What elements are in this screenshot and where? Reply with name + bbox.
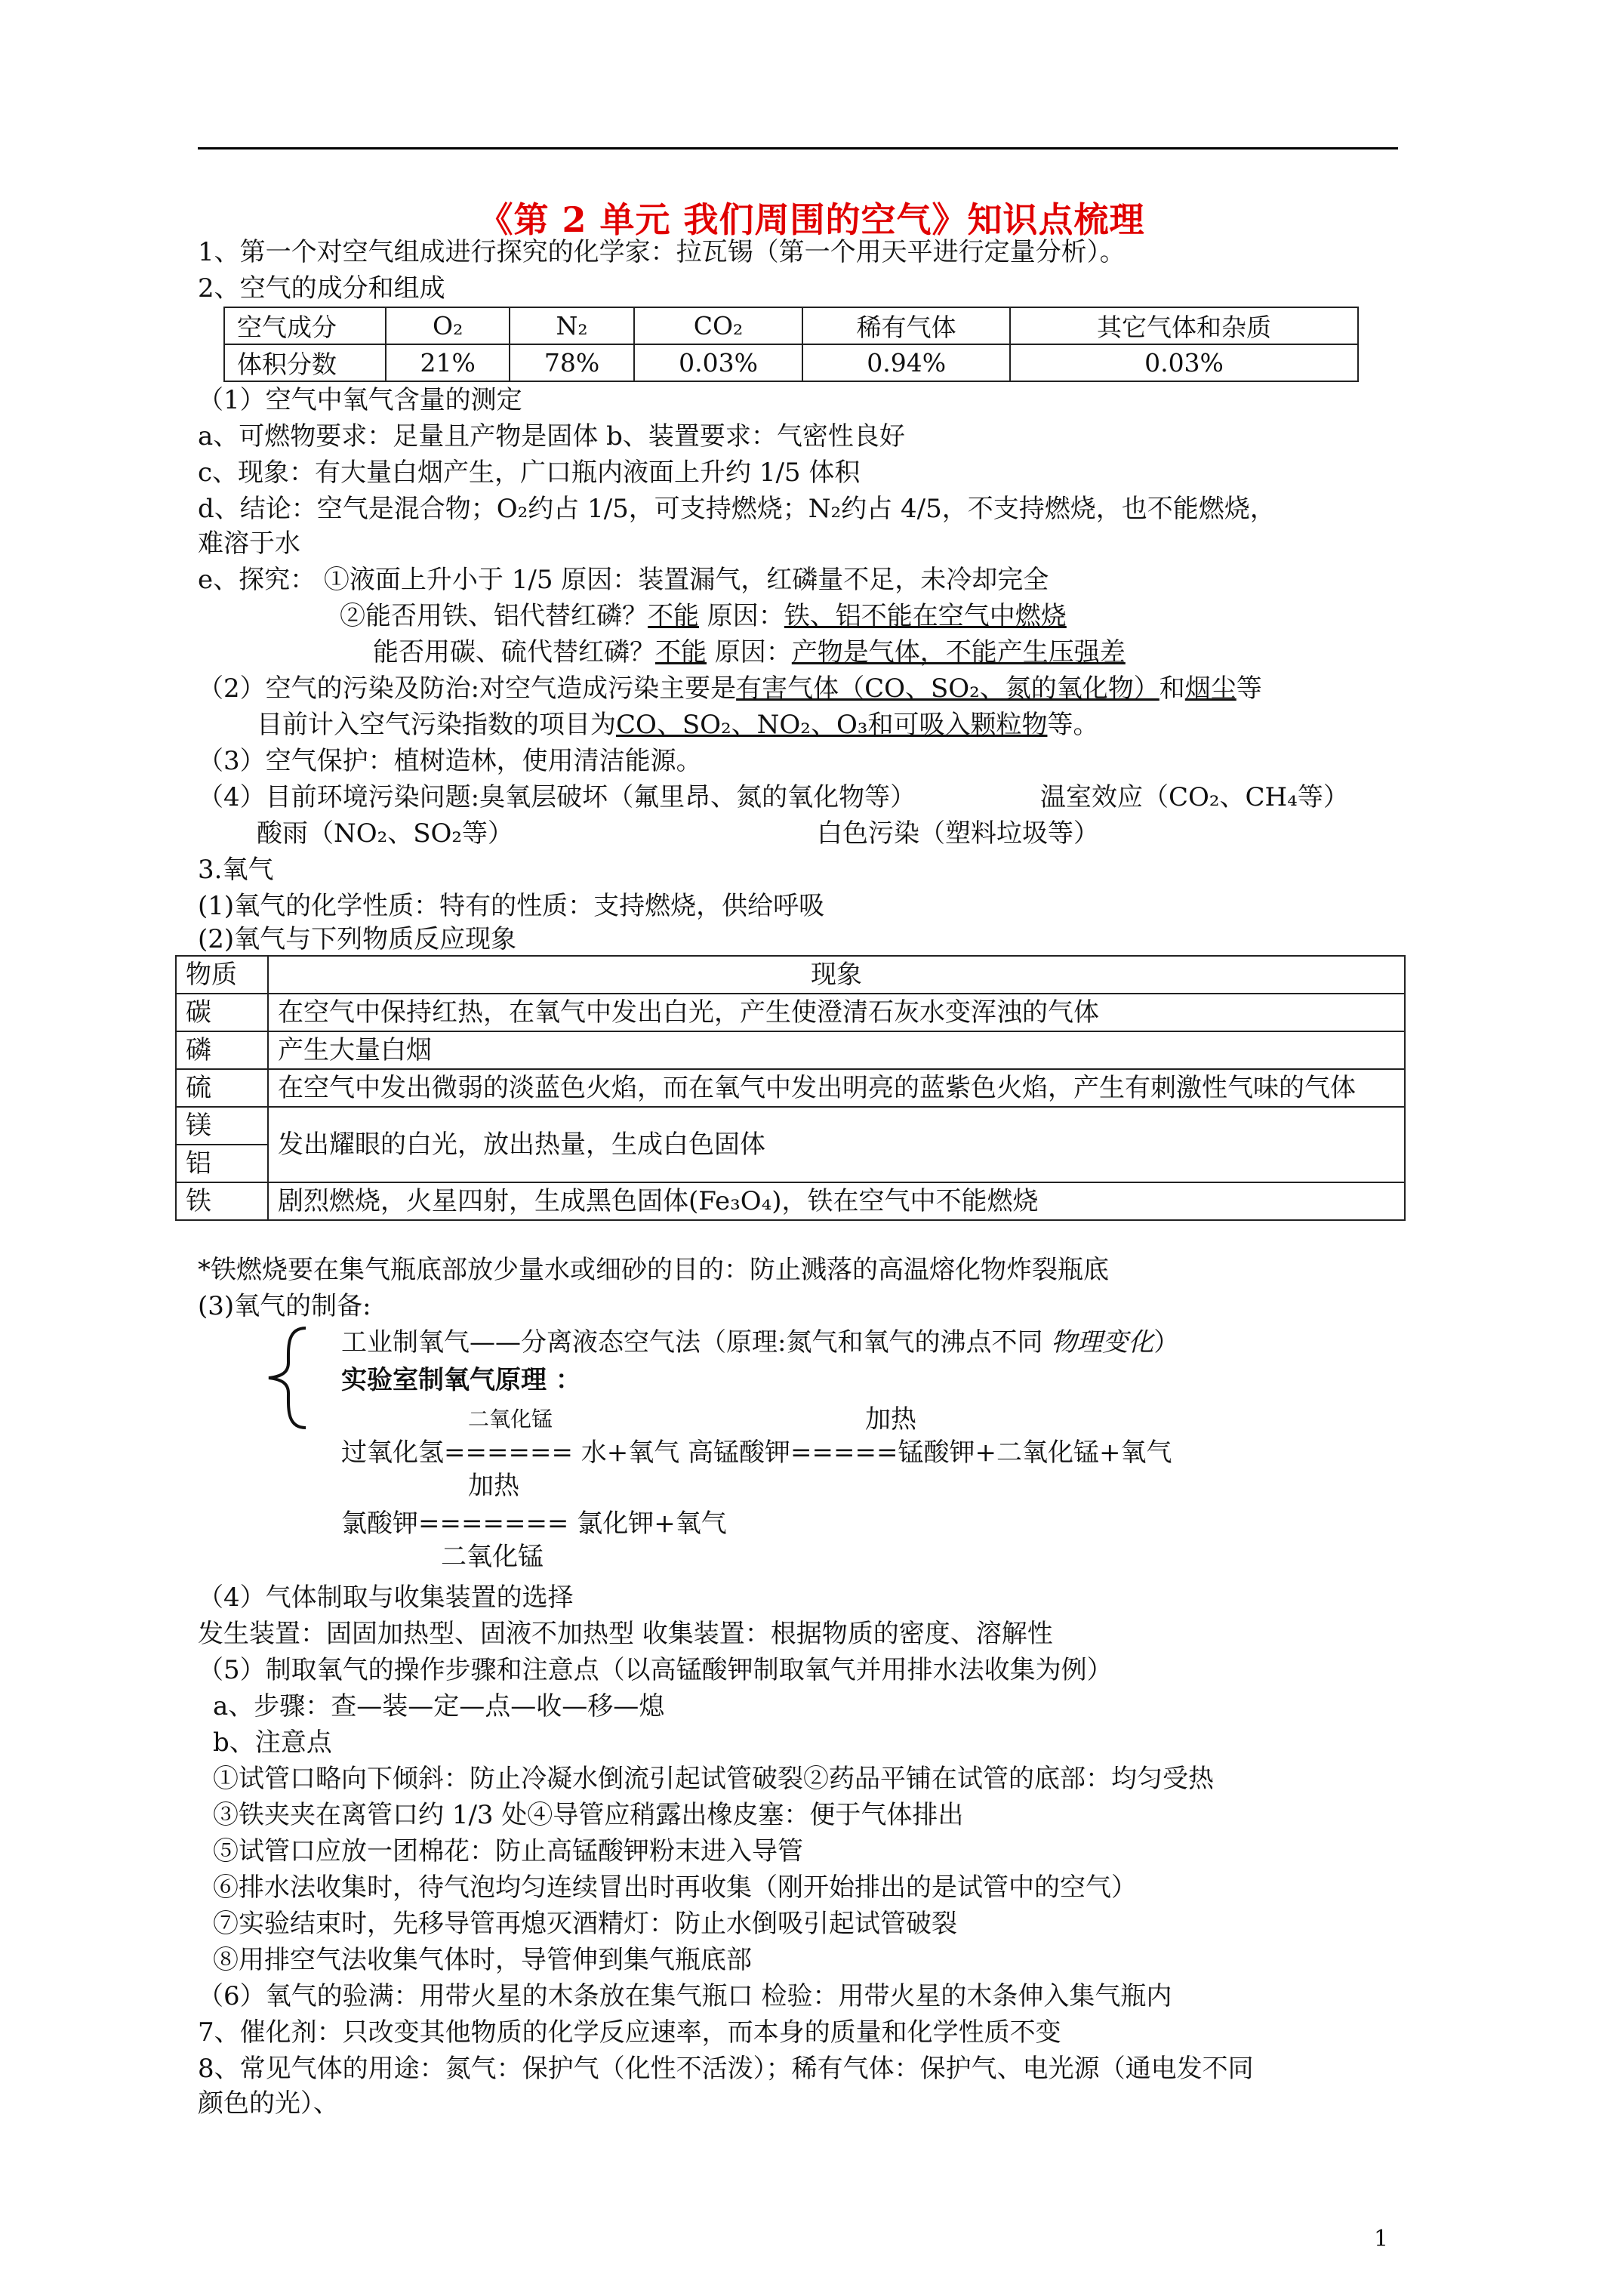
oxygen-reaction-table	[175, 955, 1406, 1221]
table-cell: 0.03%	[634, 344, 803, 381]
connector-text: 和	[1159, 673, 1185, 704]
paragraph-2: 2、空气的成分和组成	[198, 273, 445, 304]
table-row	[224, 307, 1358, 344]
table-row	[176, 1069, 1405, 1107]
section-1-c: c、现象：有大量白烟产生，广口瓶内液面上升约 1/5 体积	[198, 458, 861, 488]
equation-1: 过氧化氢====== 水+氧气 高锰酸钾=====锰酸钾+二氧化锰+氧气	[341, 1438, 1172, 1468]
table-cell: 在空气中保持红热，在氧气中发出白光，产生使澄清石灰水变浑浊的气体	[268, 994, 1405, 1031]
table-cell: 磷	[176, 1031, 268, 1069]
page-title: 《第 2 单元 我们周围的空气》知识点梳理	[478, 199, 1145, 240]
equation-2: 氯酸钾======= 氯化钾+氧气	[341, 1509, 727, 1539]
oxygen-preparation-heading: (3)氧气的制备:	[198, 1291, 371, 1321]
pollutant-dust: 烟尘	[1184, 673, 1236, 704]
oxygen-verification: （6）氧气的验满：用带火星的木条放在集气瓶口 检验：用带火星的木条伸入集气瓶内	[198, 1981, 1172, 2011]
section-gas-apparatus: （4）气体制取与收集装置的选择	[198, 1583, 574, 1613]
reason-label: 原因：	[699, 601, 784, 631]
suffix-text: 等。	[1047, 710, 1099, 740]
table-cell: 在空气中发出微弱的淡蓝色火焰，而在氧气中发出明亮的蓝紫色火焰，产生有刺激性气味的气体	[268, 1069, 1405, 1107]
table-cell: 空气成分	[224, 307, 386, 344]
table-cell: 稀有气体	[802, 307, 1010, 344]
table-row	[176, 1031, 1405, 1069]
section-3: （3）空气保护：植树造林，使用清洁能源。	[198, 746, 702, 776]
pollution-text: （2）空气的污染及防治:对空气造成污染主要是	[198, 673, 737, 704]
table-cell: 产生大量白烟	[268, 1031, 1405, 1069]
section-1-heading: （1）空气中氧气含量的测定	[198, 385, 522, 415]
air-composition-table	[223, 307, 1359, 382]
procedure-notes-heading: b、注意点	[213, 1727, 332, 1758]
section-4-l2a: 酸雨（NO₂、SO₂等）	[257, 818, 514, 849]
section-1-e1: e、探究： ①液面上升小于 1/5 原因：装置漏气，红磷量不足，未冷却完全	[198, 565, 1049, 595]
note-item: ①试管口略向下倾斜：防止冷凝水倒流引起试管破裂②药品平铺在试管的底部：均匀受热	[213, 1764, 1214, 1794]
index-items: CO、SO₂、NO₂、O₃和可吸入颗粒物	[616, 710, 1048, 740]
header-rule	[198, 147, 1398, 149]
index-text: 目前计入空气污染指数的项目为	[257, 710, 616, 740]
suffix-text: ）	[1153, 1327, 1180, 1358]
reason-label: 原因：	[707, 637, 792, 667]
suffix-text: 等	[1236, 673, 1262, 704]
section-4-l1a: （4）目前环境污染问题:臭氧层破坏（氟里昂、氮的氧化物等）	[198, 782, 916, 812]
note-item: ⑧用排空气法收集气体时，导管伸到集气瓶底部	[213, 1945, 752, 1975]
section-1-d1: d、结论：空气是混合物；O₂约占 1/5，可支持燃烧；N₂约占 4/5，不支持燃烧，也不能燃烧，	[198, 494, 1276, 524]
note-item: ⑥排水法收集时，待气泡均匀连续冒出时再收集（刚开始排出的是试管中的空气）	[213, 1872, 1137, 1903]
paragraph-1: 1、第一个对空气组成进行探究的化学家：拉瓦锡（第一个用天平进行定量分析）。	[198, 237, 1126, 267]
answer-text: 不能	[648, 601, 699, 631]
note-item: ⑤试管口应放一团棉花：防止高锰酸钾粉末进入导管	[213, 1836, 803, 1866]
table-cell: N₂	[510, 307, 633, 344]
table-cell: 其它气体和杂质	[1010, 307, 1358, 344]
lab-oxygen-heading: 实验室制氧气原理 ：	[341, 1365, 581, 1395]
oxygen-reactions-heading: (2)氧气与下列物质反应现象	[198, 924, 517, 954]
section-1-a: a、可燃物要求：足量且产物是固体 b、装置要求：气密性良好	[198, 421, 905, 451]
gas-uses-line-1: 8、常见气体的用途：氮气：保护气（化性不活泼）；稀有气体：保护气、电光源（通电发不同	[198, 2054, 1254, 2084]
table-cell: CO₂	[634, 307, 803, 344]
table-cell: 21%	[386, 344, 510, 381]
heading-oxygen: 3.氧气	[198, 855, 274, 885]
reason-text: 铁、铝不能在空气中燃烧	[784, 601, 1067, 631]
section-1-d2: 难溶于水	[198, 529, 300, 559]
brace-icon	[264, 1325, 310, 1431]
condition-catalyst-2: 二氧化锰	[441, 1542, 544, 1572]
pollutant-gases: 有害气体（CO、SO₂、氮的氧化物）	[736, 673, 1160, 704]
industrial-oxygen	[341, 1326, 1179, 1359]
table-header: 现象	[268, 956, 1405, 994]
table-cell: 0.94%	[802, 344, 1010, 381]
note-item: ③铁夹夹在离管口约 1/3 处④导管应稍露出橡皮塞：便于气体排出	[213, 1800, 964, 1830]
table-cell: 硫	[176, 1069, 268, 1107]
table-cell: 碳	[176, 994, 268, 1031]
table-cell: 铝	[176, 1145, 268, 1182]
table-row	[176, 994, 1405, 1031]
answer-text: 不能	[655, 637, 707, 667]
table-cell: 0.03%	[1010, 344, 1358, 381]
table-cell: 发出耀眼的白光，放出热量，生成白色固体	[268, 1107, 1405, 1182]
reason-text: 产物是气体，不能产生压强差	[791, 637, 1126, 667]
table-cell: 铁	[176, 1182, 268, 1220]
page-number: 1	[1374, 2226, 1389, 2252]
section-4-l2b: 白色污染（塑料垃圾等）	[817, 818, 1099, 849]
section-procedure: （5）制取氧气的操作步骤和注意点（以高锰酸钾制取氧气并用排水法收集为例）	[198, 1655, 1113, 1685]
section-2-line-2	[257, 708, 1098, 741]
industrial-text: 工业制氧气——分离液态空气法（原理:氮气和氧气的沸点不同	[341, 1327, 1052, 1358]
gas-uses-line-2: 颜色的光）、	[198, 2088, 339, 2119]
table-cell: 体积分数	[224, 344, 386, 381]
question-text: ②能否用铁、铝代替红磷？	[340, 601, 648, 631]
section-4-l1b: 温室效应（CO₂、CH₄等）	[1040, 782, 1349, 812]
physical-change-text: 物理变化	[1051, 1327, 1154, 1358]
table-cell: O₂	[386, 307, 510, 344]
catalyst-definition: 7、催化剂：只改变其他物质的化学反应速率，而本身的质量和化学性质不变	[198, 2017, 1061, 2048]
table-row	[224, 344, 1358, 381]
table-row	[176, 1182, 1405, 1220]
condition-heat-2: 加热	[468, 1471, 519, 1501]
table-cell: 剧烈燃烧，火星四射，生成黑色固体(Fe₃O₄)，铁在空气中不能燃烧	[268, 1182, 1405, 1220]
question-text: 能否用碳、硫代替红磷？	[373, 637, 655, 667]
oxygen-properties: (1)氧气的化学性质：特有的性质：支持燃烧，供给呼吸	[198, 891, 825, 921]
table-row	[176, 956, 1405, 994]
section-1-e2	[340, 599, 1067, 633]
table-cell: 镁	[176, 1107, 268, 1145]
table-cell: 78%	[510, 344, 633, 381]
condition-catalyst-1: 二氧化锰	[468, 1407, 553, 1432]
note-item: ⑦实验结束时，先移导管再熄灭酒精灯：防止水倒吸引起试管破裂	[213, 1909, 957, 1939]
table-header: 物质	[176, 956, 268, 994]
condition-heat-1: 加热	[865, 1404, 916, 1435]
apparatus-detail: 发生装置：固固加热型、固液不加热型 收集装置：根据物质的密度、溶解性	[198, 1619, 1053, 1649]
iron-note: *铁燃烧要在集气瓶底部放少量水或细砂的目的：防止溅落的高温熔化物炸裂瓶底	[198, 1255, 1109, 1285]
section-1-e3	[373, 636, 1126, 669]
table-row	[176, 1107, 1405, 1145]
section-2-line-1	[198, 672, 1262, 705]
procedure-steps: a、步骤：查—装—定—点—收—移—熄	[213, 1691, 665, 1721]
